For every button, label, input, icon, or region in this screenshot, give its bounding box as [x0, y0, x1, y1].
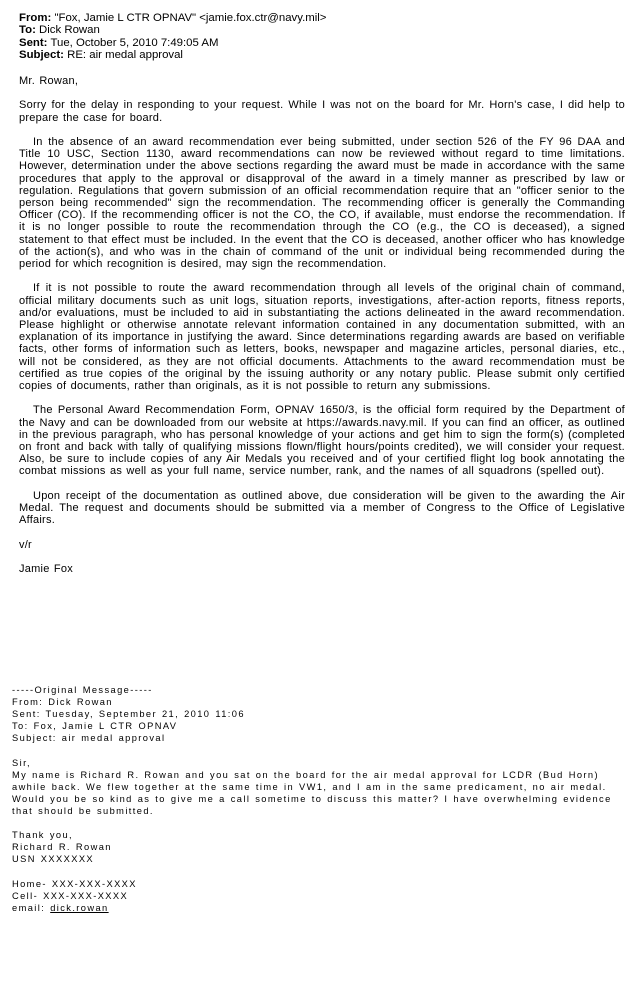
original-name: Richard R. Rowan [12, 842, 112, 853]
to-value: Dick Rowan [39, 24, 100, 37]
original-home-phone: Home- XXX-XXX-XXXX [12, 878, 137, 889]
original-cell-phone: Cell- XXX-XXX-XXXX [12, 890, 129, 901]
sent-label: Sent: [19, 36, 48, 49]
reply-salutation: Mr. Rowan, [19, 75, 79, 87]
sent-value: Tue, October 5, 2010 7:49:05 AM [50, 36, 219, 49]
reply-paragraph: If it is not possible to route the award recommendation through all levels of the original chain of command, official military documents such as unit logs, situation reports, investigations, after-action reports, fitness reports, and/or evaluations, must be included to aid in substantiating the actions delineated in the award recommendation. Please highlight or otherwise annotate relevant information contained in any documentation submitted, with an explanation of its importance in justifying the award. Since determinations regarding awards are based on verifiable facts, other forms of information such as letters, books, newspaper and magazine articles, personal diaries, etc., will not be considered, as they are not official documents. Attachments to the award recommendation must be certified as true copies of the original by the issuing authority or any notary public. Please submit only certified copies of documents, rather than originals, as it is not possible to return any submissions. [19, 282, 625, 393]
reply-body [19, 75, 625, 587]
reply-paragraph: In the absence of an award recommendation ever being submitted, under section 526 of the FY 96 DAA and Title 10 USC, Section 1130, award recommendations can now be reviewed without regard to time limitations. However, determination under the above sections regarding the award must be made in accordance with the same procedures that apply to the approval or disapproval of the award in a timely manner as prescribed by law or regulation. Regulations that govern submission of an official recommendation require that an "officer senior to the person being recommended" sign the recommendation. The recommending officer is generally the Commanding Officer (CO). If the recommending officer is not the CO, the CO, if available, must endorse the recommendation. If it is no longer possible to route the recommendation through the CO (e.g., the CO is deceased), a signed statement to that effect must be included. In the event that the CO is deceased, another officer who has knowledge of the action(s), and who was in the chain of command of the unit or individual being recommended during the period for which recognition is desired, may sign the recommendation. [19, 135, 625, 271]
original-thanks: Thank you, [12, 830, 73, 841]
original-salutation: Sir, [12, 757, 32, 768]
to-label: To: [19, 24, 36, 37]
original-to: To: Fox, Jamie L CTR OPNAV [12, 721, 178, 732]
original-email-row [12, 902, 624, 914]
original-sent: Sent: Tuesday, September 21, 2010 11:06 [12, 709, 245, 720]
from-value: "Fox, Jamie L CTR OPNAV" <jamie.fox.ctr@navy.mil> [54, 12, 327, 24]
reply-paragraph: The Personal Award Recommendation Form, OPNAV 1650/3, is the official form required by the Department of the Navy and can be downloaded from our website at https://awards.navy.mil. If you can find an officer, as outlined in the previous paragraph, who has personal knowledge of your actions and get him to sign the form(s) (completed on front and back with tally of qualifying missions flown/flight hours/points credited), we will consider your request. Also, be sure to include copies of any Air Medals you received and of your certified flight log book annotating the combat missions as well as your full name, service number, rank, and the names of all squadrons (spelled out). [19, 404, 625, 478]
reply-closing: v/r [19, 538, 32, 551]
from-row [19, 12, 326, 24]
reply-paragraph: Upon receipt of the documentation as outlined above, due consideration will be given to the awarding the Air Medal. The request and documents should be submitted via a member of Congress to the Office of Legislative Affairs. [19, 489, 625, 527]
subject-value: RE: air medal approval [67, 48, 183, 61]
email-header [19, 12, 326, 61]
original-separator: -----Original Message----- [12, 685, 153, 695]
original-body: My name is Richard R. Rowan and you sat on the board for the air medal approval for LCDR (Bud Horn) awhile back. We flew together at the same time in VW1, and I am in the same predicament, no air medal. Would you be so kind as to give me a call sometime to discuss this matter? I have overwhelming evidence that should be submitted. [12, 769, 612, 816]
sent-row [19, 37, 326, 49]
reply-signature: Jamie Fox [19, 563, 73, 576]
original-from: From: Dick Rowan [12, 697, 113, 708]
to-row [19, 24, 326, 36]
reply-paragraph: Sorry for the delay in responding to your request. While I was not on the board for Mr. Horn's case, I did help to prepare the case for board. [19, 99, 625, 124]
email-link[interactable]: dick.rowan [50, 902, 109, 913]
subject-row [19, 49, 326, 61]
from-label: From: [19, 12, 52, 24]
original-email-label: email: [12, 902, 46, 913]
subject-label: Subject: [19, 48, 64, 61]
original-subject: Subject: air medal approval [12, 733, 166, 744]
original-service: USN XXXXXXX [12, 854, 95, 865]
original-message [12, 684, 624, 914]
